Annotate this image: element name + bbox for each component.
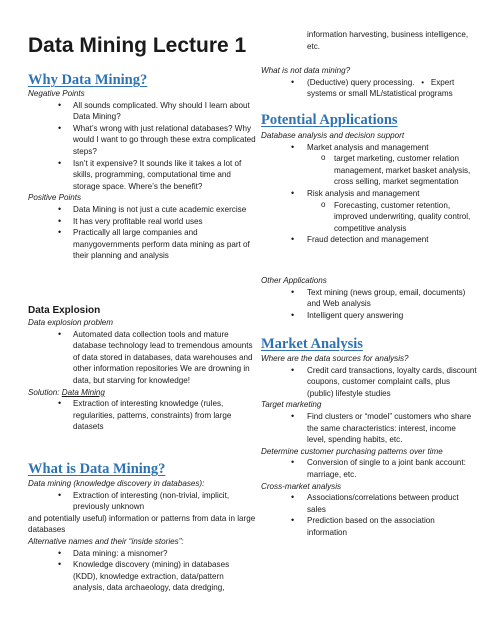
alternative-names-label: Alternative names and their “inside stories”: [28, 536, 184, 546]
heading-what-is-data-mining: What is Data Mining? [28, 461, 166, 477]
purchasing-patterns-list [261, 457, 477, 480]
list-item: • Data mining: a misnomer? [28, 548, 256, 560]
cross-market-label: Cross-market analysis [261, 481, 342, 491]
list-item: • What’s wrong with just relational databases? Why would I want to go through these extra complicated steps? [28, 123, 256, 158]
positive-points-list [28, 204, 256, 262]
db-analysis-label: Database analysis and decision support [261, 131, 405, 140]
list-item: • Automated data collection tools and mature database technology lead to tremendous amounts of data stored in databases, data warehouses and other information repositories We are drowning in data, but starving for knowledge! [28, 329, 256, 387]
list-item: • Find clusters or “model” customers who share the same characteristics: interest, income level, spending habits, etc. [261, 411, 477, 446]
sources-list [261, 365, 477, 400]
list-item: o target marketing, customer relation management, market basket analysis, cross selling, market segmentation [261, 153, 477, 188]
definition-list [28, 490, 256, 513]
list-item: • Data Mining is not just a cute academic exercise [28, 204, 256, 216]
list-item: • Associations/correlations between product sales [261, 492, 477, 515]
list-item: o Forecasting, customer retention, improved underwriting, quality control, competitive analysis [261, 200, 477, 235]
negative-points-list [28, 100, 256, 193]
list-item: • Intelligent query answering [261, 310, 477, 322]
definition-label: Data mining (knowledge discovery in databases): [28, 479, 205, 488]
market-sub-list [261, 153, 477, 188]
other-applications-label: Other Applications [261, 276, 327, 285]
list-item: • Practically all large companies and manygovernments perform data mining as part of their planning and analysis [28, 227, 256, 262]
risk-list [261, 188, 477, 200]
not-item-1: (Deductive) query processing. [307, 77, 415, 87]
heading-market-analysis: Market Analysis [261, 336, 363, 352]
list-item: • Isn’t it expensive? It sounds like it takes a lot of skills, programming, computational time and storage space. Where’s the benefit? [28, 158, 256, 193]
not-data-mining-list [261, 77, 477, 100]
list-item: • Extraction of interesting (non-trivial, implicit, previously unknown [28, 490, 256, 513]
fraud-list [261, 234, 477, 246]
heading-why-data-mining: Why Data Mining? [28, 72, 148, 88]
continued-text: information harvesting, business intelligence, etc. [307, 30, 469, 51]
definition-continued: and potentially useful) information or patterns from data in large [28, 513, 256, 523]
not-data-mining-label: What is not data mining? [261, 66, 351, 75]
page-title: Data Mining Lecture 1 [28, 34, 247, 57]
list-item: • Credit card transactions, loyalty cards, discount coupons, customer complaint calls, plus (public) lifestyle studies [261, 365, 477, 400]
list-item: • Knowledge discovery (mining) in databases (KDD), knowledge extraction, data/pattern analysis, data archaeology, data dredging, [28, 559, 256, 594]
solution-label [28, 387, 256, 399]
list-item: • Risk analysis and management [261, 188, 477, 200]
heading-data-explosion: Data Explosion [28, 305, 101, 316]
list-item: • All sounds complicated. Why should I learn about Data Mining? [28, 100, 256, 123]
db-analysis-list [261, 142, 477, 154]
problem-label: Data explosion problem [28, 318, 114, 327]
list-item: • It has very profitable real world uses [28, 216, 256, 228]
list-item: • Text mining (news group, email, documents) and Web analysis [261, 287, 477, 310]
solution-prefix: Solution: [28, 387, 62, 397]
purchasing-patterns-label: Determine customer purchasing patterns over time [261, 446, 443, 456]
heading-potential-applications: Potential Applications [261, 112, 398, 128]
cross-market-list [261, 492, 477, 538]
list-item: • Market analysis and management [261, 142, 477, 154]
sources-label: Where are the data sources for analysis? [261, 354, 409, 363]
list-item: • Extraction of interesting knowledge (rules, regularities, patterns, constraints) from large datasets [28, 398, 256, 433]
positive-points-label: Positive Points [28, 193, 82, 203]
negative-points-label: Negative Points [28, 89, 85, 98]
definition-continued-2: databases [28, 525, 66, 535]
risk-sub-list [261, 200, 477, 235]
problem-list [28, 329, 256, 387]
list-item: • Fraud detection and management [261, 234, 477, 246]
solution-link: Data Mining [61, 387, 105, 397]
target-marketing-list [261, 411, 477, 446]
solution-list [28, 398, 256, 433]
list-item: • (Deductive) query processing. • Expert systems or small ML/statistical programs [261, 77, 477, 100]
target-marketing-label: Target marketing [261, 400, 322, 410]
other-applications-list [261, 287, 477, 322]
alternative-names-list [28, 548, 256, 594]
not-item-2: Expert systems or small ML/statistical programs [307, 77, 455, 99]
list-item: • Conversion of single to a joint bank account: marriage, etc. [261, 457, 477, 480]
list-item: • Prediction based on the association information [261, 515, 477, 538]
